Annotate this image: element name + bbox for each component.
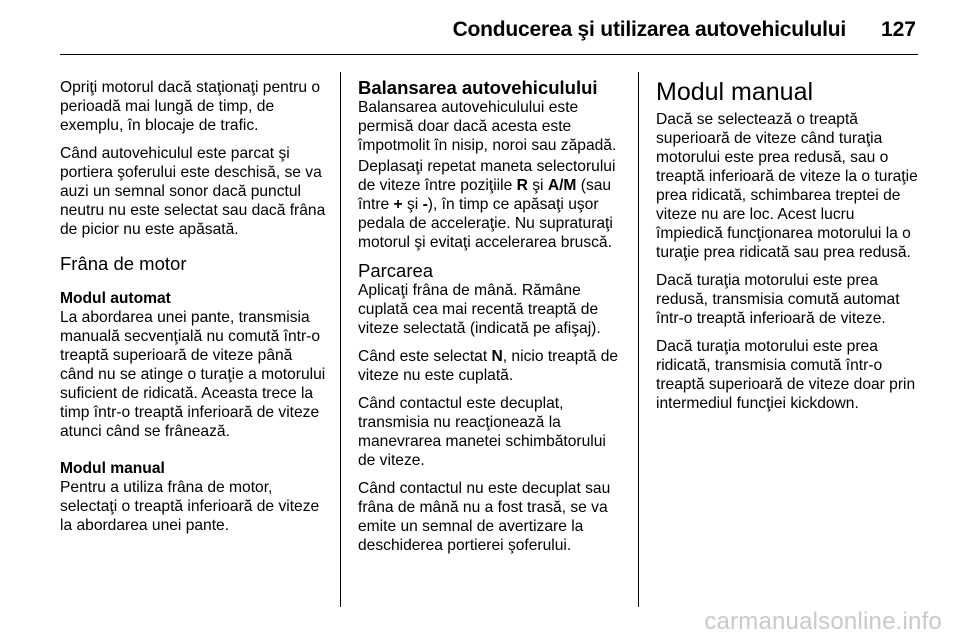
paragraph: Opriţi motorul dacă staţionaţi pentru o perioadă mai lungă de timp, de exemplu, în blocaje de trafic. [60,79,321,134]
column-1 [60,78,326,544]
page-header [60,14,918,55]
text-run: (sau între [358,177,612,213]
section-heading-manual-mode: Modul manual [656,78,814,106]
column-divider-1 [340,72,341,607]
header-title: Conducerea şi utilizarea autovehiculului [452,18,846,41]
column-3 [656,78,922,422]
subheading-manual-mode: Modul manual [60,460,165,477]
gear-n-label: N [491,348,503,365]
text-run: şi [527,177,548,194]
paragraph: Când contactul este decuplat, transmisia nu reacţionează la manevrarea manetei schimbătorului de viteze. [358,395,606,469]
section-heading-rocking: Balansarea autovehiculului [358,77,598,98]
text-run: , nicio treaptă de viteze nu este cuplată. [358,348,619,384]
gear-plus-label: + [393,196,403,213]
page-number: 127 [880,18,916,41]
paragraph: Când contactul nu este decuplat sau frâna de mână nu a fost trasă, se va emite un semnal de avertizare la deschiderea portierei şoferului. [358,480,611,554]
paragraph: Dacă turaţia motorului este prea ridicată, transmisia comută într-o treaptă superioară de viteze doar prin intermediul funcţiei kickdown. [656,338,916,412]
paragraph-rocking-instructions [358,157,624,252]
column-divider-2 [638,72,639,607]
paragraph: Când autovehiculul este parcat şi portiera şoferului este deschisă, se va auzi un semnal sonor dacă punctul neutru nu este selectat sau dacă frâna de picior nu este apăsată. [60,145,326,238]
gear-minus-label: - [422,196,428,213]
paragraph-neutral [358,347,624,385]
paragraph: La abordarea unei pante, transmisia manuală secvenţială nu comută într-o treaptă superioară de viteze până când nu se atinge o turaţie a motorului suficient de ridicată. Aceasta trece la timp într-o treaptă inferioară de viteze atunci când se frânează. [60,309,326,440]
column-2 [358,78,624,564]
text-run: Când este selectat [358,348,492,365]
text-run: şi [402,196,423,213]
paragraph: Pentru a utiliza frâna de motor, selectaţi o treaptă inferioară de viteze la abordarea unei pante. [60,479,320,534]
paragraph: Dacă se selectează o treaptă superioară de viteze când turaţia motorului este prea redusă, sau o treaptă inferioară de viteze la o turaţie prea ridicată, schimbarea treptei de viteze nu are loc. Acest lucru împiedică funcţionarea motorului la o turaţie prea ridicată sau prea redusă. [656,111,918,261]
section-heading-parking: Parcarea [358,260,434,281]
gear-r-label: R [516,177,528,194]
paragraph: Aplicaţi frâna de mână. Rămâne cuplată cea mai recentă treaptă de viteze selectată (indicată pe afişaj). [358,282,601,337]
gear-am-label: A/M [547,177,577,194]
paragraph: Dacă turaţia motorului este prea redusă, transmisia comută automat într-o treaptă inferioară de viteze. [656,272,900,327]
paragraph: Balansarea autovehiculului este permisă doar dacă acesta este împotmolit în nisip, noroi sau zăpadă. [358,99,617,154]
subheading-auto-mode: Modul automat [60,290,171,307]
section-heading-engine-brake: Frâna de motor [60,253,187,274]
text-run: ), în timp ce apăsaţi uşor pedala de acceleraţie. Nu supraturaţi motorul şi evitaţi accelerarea bruscă. [358,196,613,251]
watermark: carmanualsonline.info [704,608,942,635]
text-run: Deplasaţi repetat maneta selectorului de viteze între poziţiile [358,158,616,194]
